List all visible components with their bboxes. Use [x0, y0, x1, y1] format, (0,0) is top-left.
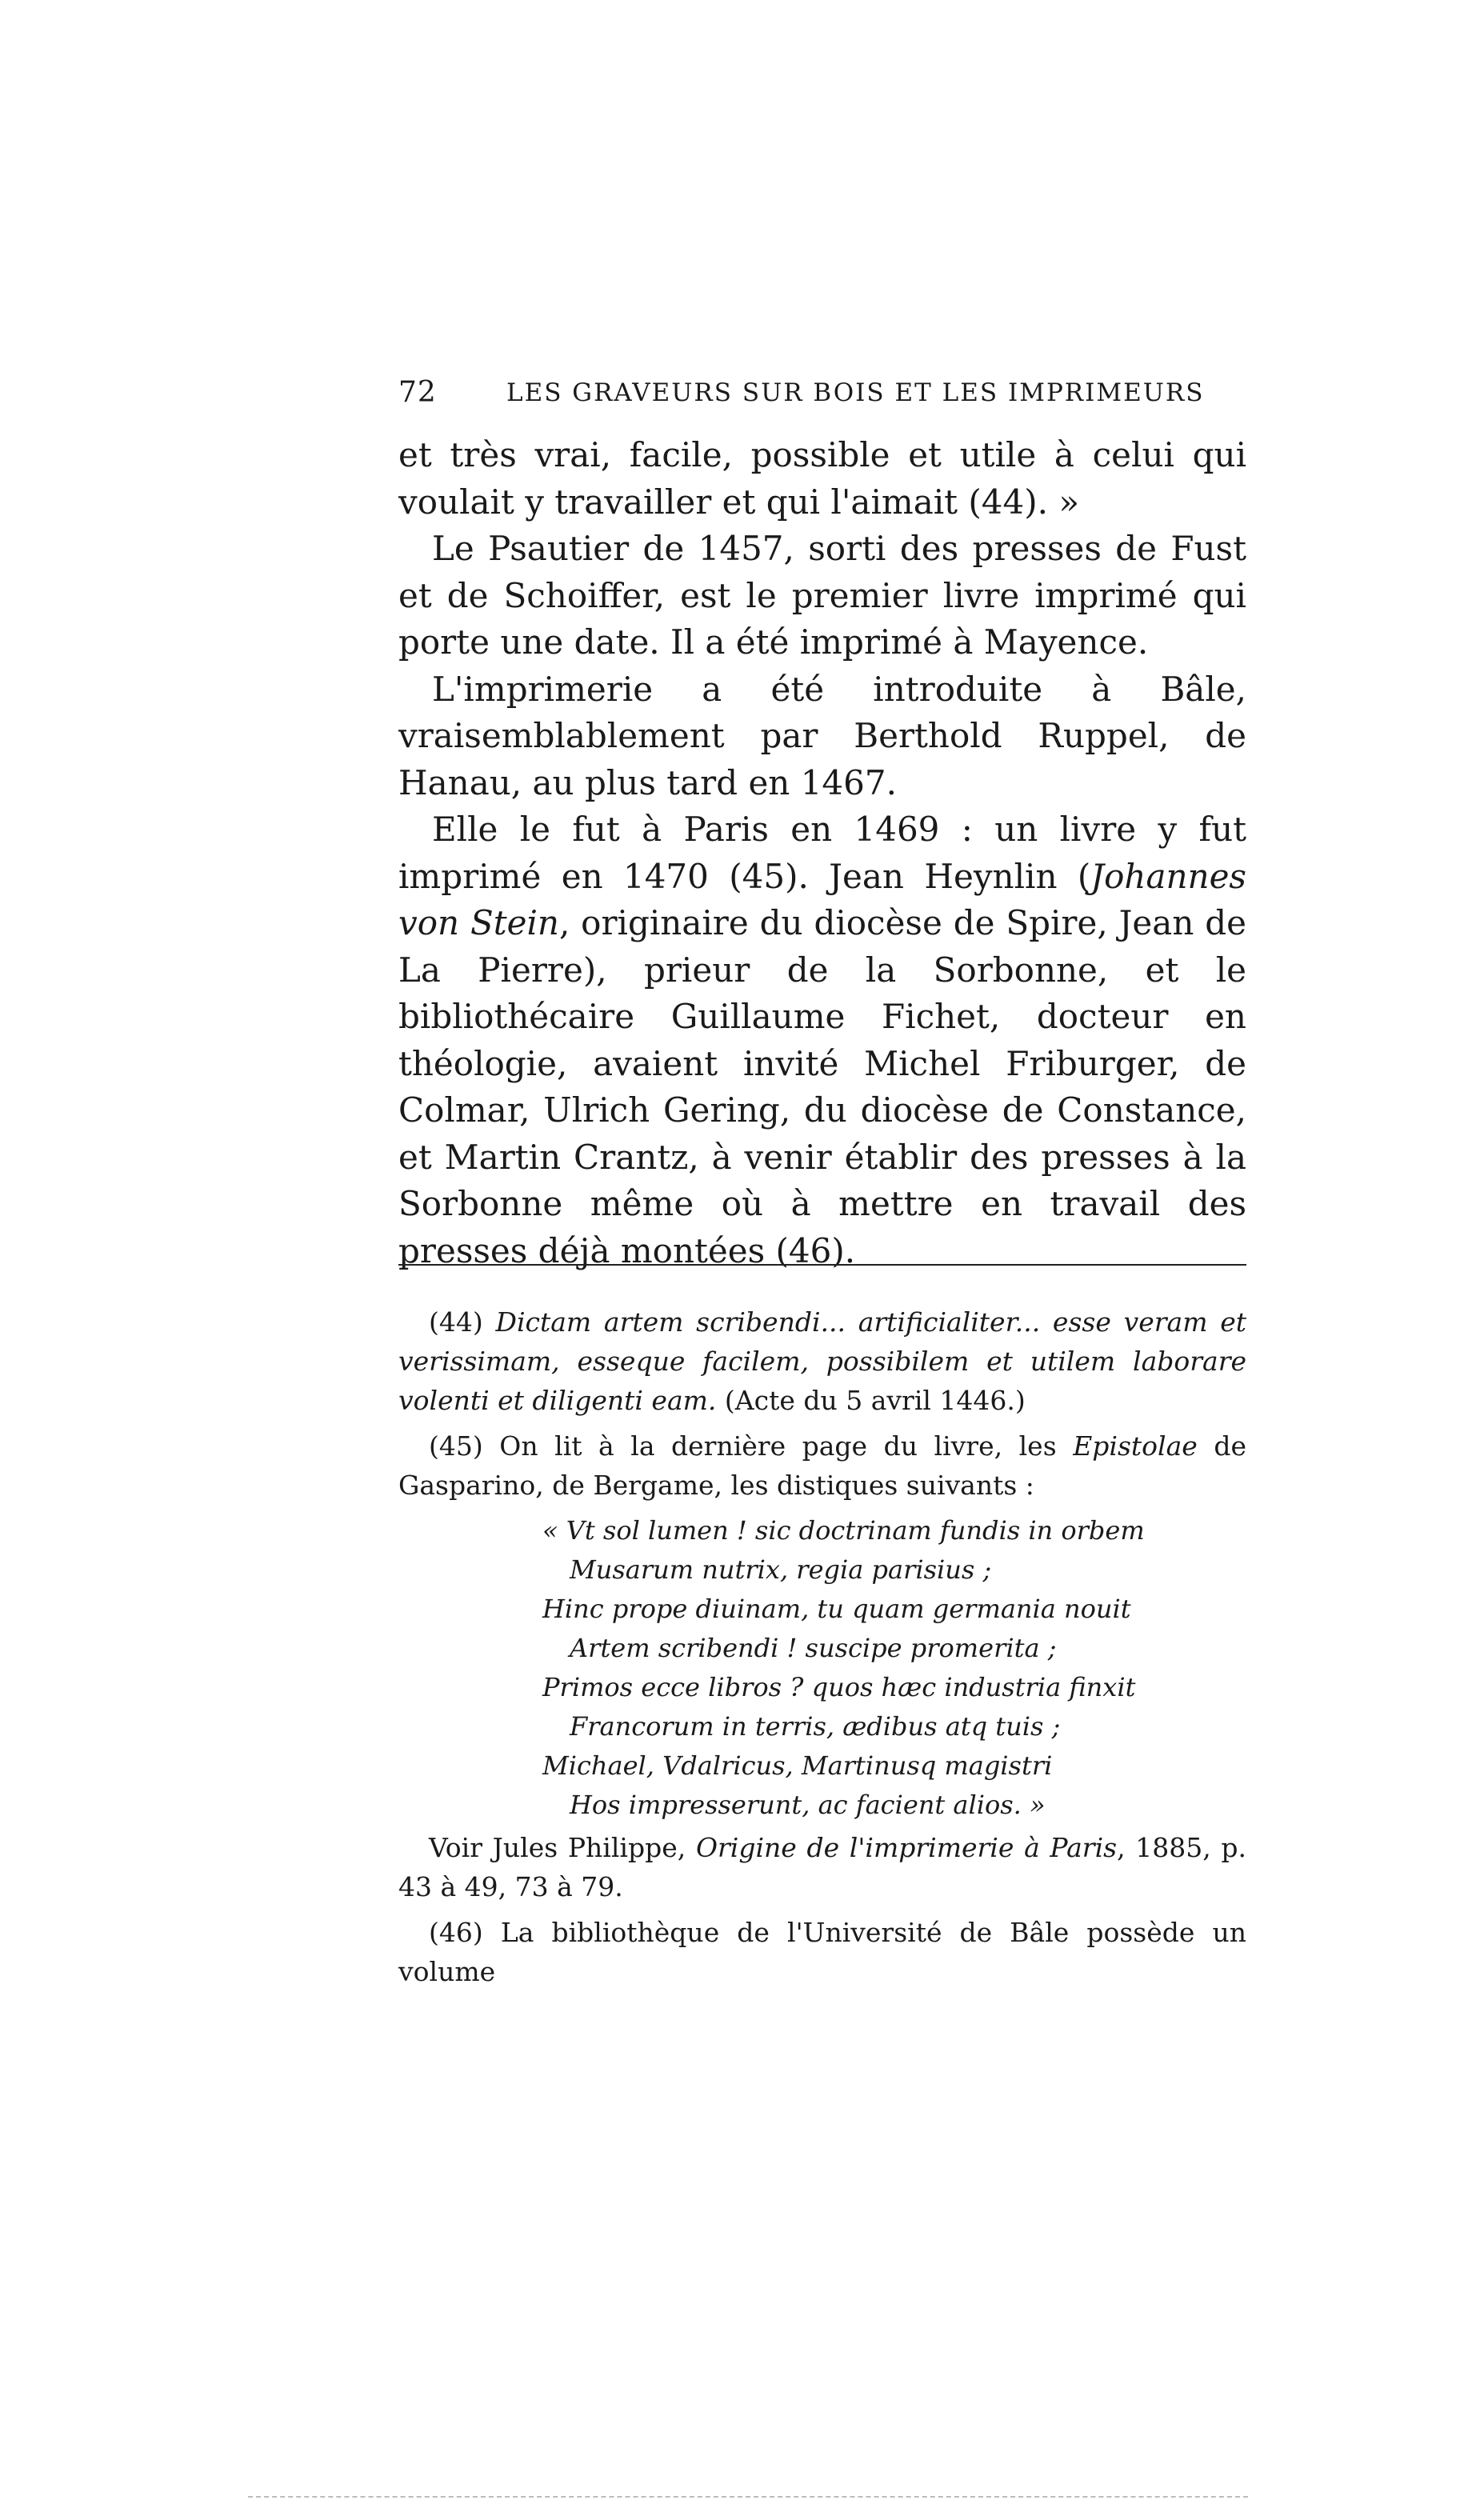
poem-line: « Vt sol lumen ! sic doctrinam fundis in orbem — [542, 1515, 1145, 1546]
poem-line: Hos impresserunt, ac facient alios. » — [570, 1790, 1046, 1820]
poem-line: Primos ecce libros ? quos hæc industria finxit — [542, 1672, 1136, 1702]
footnote-45-text-b: de Gasparino, de Bergame, les distiques suivants : — [398, 1430, 1246, 1501]
paragraph-3: L'imprimerie a été introduite à Bâle, vraisemblablement par Berthold Ruppel, de Hanau, au plus tard en 1467. — [398, 669, 1246, 802]
poem-line: Artem scribendi ! suscipe promerita ; — [570, 1633, 1057, 1663]
paragraph-4-italic: Johannes von Stein — [398, 856, 1246, 942]
poem-line: Hinc prope diuinam, tu quam germania nouit — [542, 1594, 1131, 1624]
footnote-45-text-a: On lit à la dernière page du livre, les — [499, 1430, 1057, 1462]
footnote-45-italic: Epistolae — [1073, 1430, 1198, 1462]
poem-line: Musarum nutrix, regia parisius ; — [570, 1554, 992, 1585]
footnote-44-latin: Dictam artem scribendi... artificialiter... esse veram et verissimam, esseque facilem, possibilem et utilem laborare volenti et diligenti eam. — [398, 1306, 1246, 1416]
reference-text-b: , 1885, p. 43 à 49, 73 à 79. — [398, 1832, 1247, 1902]
paragraph-2: Le Psautier de 1457, sorti des presses de Fust et de Schoiffer, est le premier livre imprimé qui porte une date. Il a été imprimé à Mayence. — [398, 529, 1246, 662]
footnote-44-source: (Acte du 5 avril 1446.) — [724, 1385, 1026, 1416]
page-header — [398, 376, 1248, 408]
reference-text-a: Voir Jules Philippe, — [429, 1832, 686, 1863]
footnote-divider — [398, 1264, 1246, 1266]
poem-line: Francorum in terris, ædibus atq tuis ; — [570, 1711, 1061, 1742]
poem-line: Michael, Vdalricus, Martinusq magistri — [542, 1750, 1053, 1781]
reference-title: Origine de l'imprimerie à Paris — [695, 1832, 1118, 1863]
paragraph-1: et très vrai, facile, possible et utile à celui qui voulait y travailler et qui l'aimait (44). » — [398, 435, 1246, 522]
footnote-44-number: (44) — [429, 1306, 483, 1338]
main-text — [398, 432, 1246, 1274]
paragraph-4 — [398, 806, 1246, 1274]
running-title: LES GRAVEURS SUR BOIS ET LES IMPRIMEURS — [506, 378, 1205, 407]
footnote-45-reference — [398, 1828, 1246, 1906]
footnote-45-number: (45) — [429, 1430, 483, 1462]
paragraph-4-start: Elle le fut à Paris en 1469 : un livre y fut imprimé en 1470 (45). Jean Heynlin ( — [398, 810, 1246, 896]
footnote-46-text: La bibliothèque de l'Université de Bâle possède un volume — [398, 1917, 1246, 1987]
footnote-44 — [398, 1302, 1246, 1420]
page-number: 72 — [398, 376, 437, 409]
footnote-45 — [398, 1426, 1246, 1505]
paragraph-4-end: , originaire du diocèse de Spire, Jean de La Pierre), prieur de la Sorbonne, et le bibliothécaire Guillaume Fichet, docteur en théologie, avaient invité Michel Friburger, de Colmar, Ulrich Gering, du diocèse de Constance, et Martin Crantz, à venir établir des presses à la Sorbonne même où à mettre en travail des presses déjà montées (46). — [398, 903, 1246, 1270]
footnote-46-number: (46) — [429, 1917, 483, 1948]
latin-poem — [398, 1511, 1246, 1825]
footnotes — [398, 1302, 1246, 1998]
footnote-46 — [398, 1913, 1246, 1991]
page-bottom-edge — [248, 2496, 1248, 2498]
